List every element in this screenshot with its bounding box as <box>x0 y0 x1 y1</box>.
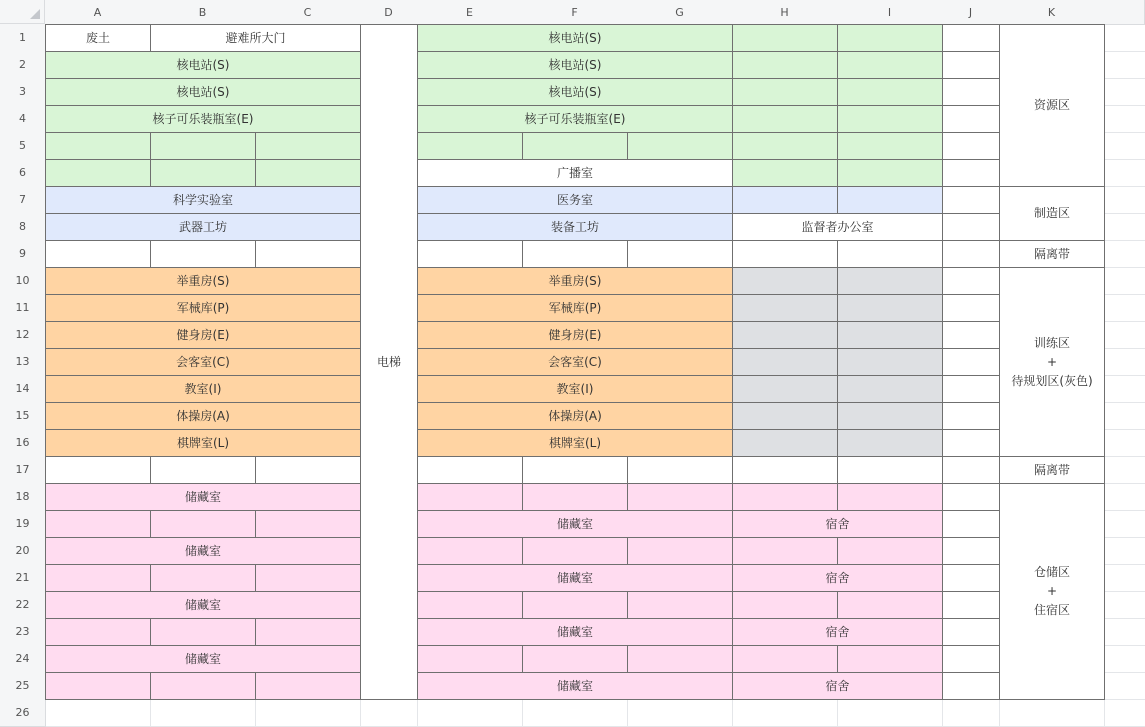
row-header[interactable]: 19 <box>0 510 46 538</box>
row-header[interactable]: 16 <box>0 429 46 457</box>
row-header[interactable]: 10 <box>0 267 46 295</box>
cell-a9[interactable] <box>45 240 151 268</box>
cell-e16-g16[interactable]: 棋牌室(L) <box>417 429 733 457</box>
cell-e2-g2[interactable]: 核电站(S) <box>417 51 733 79</box>
cell-j16[interactable] <box>942 429 1000 457</box>
cell-j6[interactable] <box>942 159 1000 187</box>
cell-c19[interactable] <box>255 510 361 538</box>
cell-j15[interactable] <box>942 402 1000 430</box>
cell-j14[interactable] <box>942 375 1000 403</box>
cell-c21[interactable] <box>255 564 361 592</box>
cell-j10[interactable] <box>942 267 1000 295</box>
cell-a1[interactable]: 废土 <box>45 24 151 52</box>
cell-a17[interactable] <box>45 456 151 484</box>
cell-j4[interactable] <box>942 105 1000 133</box>
cell-j17[interactable] <box>942 456 1000 484</box>
cell-h13[interactable] <box>732 348 838 376</box>
cell-i11[interactable] <box>837 294 943 322</box>
cell-a11-c11[interactable]: 军械库(P) <box>45 294 361 322</box>
cell-e3-g3[interactable]: 核电站(S) <box>417 78 733 106</box>
cell-f18[interactable] <box>522 483 628 511</box>
cell-b23[interactable] <box>150 618 256 646</box>
cell-h5[interactable] <box>732 132 838 160</box>
cell-h18[interactable] <box>732 483 838 511</box>
cell-i10[interactable] <box>837 267 943 295</box>
cell-f24[interactable] <box>522 645 628 673</box>
cell-a20-c20[interactable]: 储藏室 <box>45 537 361 565</box>
cell-d1-d25[interactable]: 电梯 <box>360 24 418 700</box>
column-header[interactable]: K <box>999 0 1105 25</box>
cell-k10-k16[interactable]: 训练区 + 待规划区(灰色) <box>999 267 1105 457</box>
cell-h19-i19[interactable]: 宿舍 <box>732 510 943 538</box>
row-header[interactable]: 8 <box>0 213 46 241</box>
cell-i17[interactable] <box>837 456 943 484</box>
column-header[interactable]: J <box>942 0 1000 25</box>
column-header[interactable]: B <box>150 0 256 25</box>
cell-f9[interactable] <box>522 240 628 268</box>
row-header[interactable]: 4 <box>0 105 46 133</box>
cell-a13-c13[interactable]: 会客室(C) <box>45 348 361 376</box>
cell-g5[interactable] <box>627 132 733 160</box>
row-header[interactable]: 15 <box>0 402 46 430</box>
row-header[interactable]: 13 <box>0 348 46 376</box>
cell-j25[interactable] <box>942 672 1000 700</box>
cell-e19-g19[interactable]: 储藏室 <box>417 510 733 538</box>
cell-a12-c12[interactable]: 健身房(E) <box>45 321 361 349</box>
cell-j18[interactable] <box>942 483 1000 511</box>
cell-h12[interactable] <box>732 321 838 349</box>
cell-a3-c3[interactable]: 核电站(S) <box>45 78 361 106</box>
cell-j3[interactable] <box>942 78 1000 106</box>
row-header[interactable]: 17 <box>0 456 46 484</box>
cell-h10[interactable] <box>732 267 838 295</box>
cell-k7-k8[interactable]: 制造区 <box>999 186 1105 241</box>
cell-k9[interactable]: 隔离带 <box>999 240 1105 268</box>
cell-e11-g11[interactable]: 军械库(P) <box>417 294 733 322</box>
cell-i4[interactable] <box>837 105 943 133</box>
cell-a7-c7[interactable]: 科学实验室 <box>45 186 361 214</box>
cell-b17[interactable] <box>150 456 256 484</box>
column-header[interactable]: F <box>522 0 628 25</box>
cell-e5[interactable] <box>417 132 523 160</box>
cell-c23[interactable] <box>255 618 361 646</box>
cell-e14-g14[interactable]: 教室(I) <box>417 375 733 403</box>
cell-a18-c18[interactable]: 储藏室 <box>45 483 361 511</box>
select-all-corner[interactable] <box>0 0 45 24</box>
column-header[interactable]: A <box>45 0 151 25</box>
cell-h2[interactable] <box>732 51 838 79</box>
cell-b1-c1[interactable]: 避难所大门 <box>150 24 361 52</box>
cell-e7-g7[interactable]: 医务室 <box>417 186 733 214</box>
cell-h23-i23[interactable]: 宿舍 <box>732 618 943 646</box>
cell-b25[interactable] <box>150 672 256 700</box>
cell-j22[interactable] <box>942 591 1000 619</box>
cell-b21[interactable] <box>150 564 256 592</box>
cell-j9[interactable] <box>942 240 1000 268</box>
cell-g18[interactable] <box>627 483 733 511</box>
cell-e8-g8[interactable]: 装备工坊 <box>417 213 733 241</box>
cell-e25-g25[interactable]: 储藏室 <box>417 672 733 700</box>
cell-e24[interactable] <box>417 645 523 673</box>
cell-i3[interactable] <box>837 78 943 106</box>
cell-a15-c15[interactable]: 体操房(A) <box>45 402 361 430</box>
cell-h9[interactable] <box>732 240 838 268</box>
cell-g24[interactable] <box>627 645 733 673</box>
cell-a6[interactable] <box>45 159 151 187</box>
row-header[interactable]: 5 <box>0 132 46 160</box>
cell-e9[interactable] <box>417 240 523 268</box>
cell-h17[interactable] <box>732 456 838 484</box>
row-header[interactable]: 20 <box>0 537 46 565</box>
cell-i13[interactable] <box>837 348 943 376</box>
cell-a4-c4[interactable]: 核子可乐装瓶室(E) <box>45 105 361 133</box>
cell-a21[interactable] <box>45 564 151 592</box>
row-header[interactable]: 26 <box>0 699 46 727</box>
row-header[interactable]: 2 <box>0 51 46 79</box>
cell-h6[interactable] <box>732 159 838 187</box>
cell-e17[interactable] <box>417 456 523 484</box>
row-header[interactable]: 6 <box>0 159 46 187</box>
cell-g17[interactable] <box>627 456 733 484</box>
cell-i15[interactable] <box>837 402 943 430</box>
cell-h22[interactable] <box>732 591 838 619</box>
row-header[interactable]: 22 <box>0 591 46 619</box>
row-header[interactable]: 12 <box>0 321 46 349</box>
cell-b6[interactable] <box>150 159 256 187</box>
row-header[interactable]: 9 <box>0 240 46 268</box>
cell-c9[interactable] <box>255 240 361 268</box>
cell-i1[interactable] <box>837 24 943 52</box>
row-header[interactable]: 11 <box>0 294 46 322</box>
cell-i7[interactable] <box>837 186 943 214</box>
cell-a19[interactable] <box>45 510 151 538</box>
column-header-blank <box>1104 0 1145 25</box>
cell-e4-g4[interactable]: 核子可乐装瓶室(E) <box>417 105 733 133</box>
cell-a25[interactable] <box>45 672 151 700</box>
cell-i24[interactable] <box>837 645 943 673</box>
cell-b9[interactable] <box>150 240 256 268</box>
cell-h24[interactable] <box>732 645 838 673</box>
cell-c17[interactable] <box>255 456 361 484</box>
cell-f5[interactable] <box>522 132 628 160</box>
cell-a22-c22[interactable]: 储藏室 <box>45 591 361 619</box>
cell-k18-k25[interactable]: 仓储区 + 住宿区 <box>999 483 1105 700</box>
cell-h15[interactable] <box>732 402 838 430</box>
cell-h16[interactable] <box>732 429 838 457</box>
cell-h7[interactable] <box>732 186 838 214</box>
cell-b5[interactable] <box>150 132 256 160</box>
cell-e18[interactable] <box>417 483 523 511</box>
cell-j11[interactable] <box>942 294 1000 322</box>
cell-i16[interactable] <box>837 429 943 457</box>
cell-i22[interactable] <box>837 591 943 619</box>
cell-h3[interactable] <box>732 78 838 106</box>
cell-j21[interactable] <box>942 564 1000 592</box>
row-header[interactable]: 18 <box>0 483 46 511</box>
cell-j5[interactable] <box>942 132 1000 160</box>
cell-g20[interactable] <box>627 537 733 565</box>
row-header[interactable]: 3 <box>0 78 46 106</box>
column-header[interactable]: C <box>255 0 361 25</box>
cell-i6[interactable] <box>837 159 943 187</box>
cell-a14-c14[interactable]: 教室(I) <box>45 375 361 403</box>
cell-j19[interactable] <box>942 510 1000 538</box>
column-header[interactable]: D <box>360 0 418 25</box>
cell-i20[interactable] <box>837 537 943 565</box>
cell-a24-c24[interactable]: 储藏室 <box>45 645 361 673</box>
cell-h14[interactable] <box>732 375 838 403</box>
row-header[interactable]: 24 <box>0 645 46 673</box>
cell-a23[interactable] <box>45 618 151 646</box>
cell-j24[interactable] <box>942 645 1000 673</box>
row-header[interactable]: 25 <box>0 672 46 700</box>
cell-f22[interactable] <box>522 591 628 619</box>
cell-e23-g23[interactable]: 储藏室 <box>417 618 733 646</box>
cell-e22[interactable] <box>417 591 523 619</box>
row-header[interactable]: 23 <box>0 618 46 646</box>
cell-i12[interactable] <box>837 321 943 349</box>
row-header[interactable]: 14 <box>0 375 46 403</box>
cell-i14[interactable] <box>837 375 943 403</box>
cell-f20[interactable] <box>522 537 628 565</box>
cell-j20[interactable] <box>942 537 1000 565</box>
cell-c25[interactable] <box>255 672 361 700</box>
cell-e20[interactable] <box>417 537 523 565</box>
column-header[interactable]: G <box>627 0 733 25</box>
cell-j8[interactable] <box>942 213 1000 241</box>
cell-e13-g13[interactable]: 会客室(C) <box>417 348 733 376</box>
cell-j7[interactable] <box>942 186 1000 214</box>
cell-j1[interactable] <box>942 24 1000 52</box>
row-header[interactable]: 21 <box>0 564 46 592</box>
select-all-icon <box>30 9 40 19</box>
cell-e21-g21[interactable]: 储藏室 <box>417 564 733 592</box>
cell-i9[interactable] <box>837 240 943 268</box>
cell-g9[interactable] <box>627 240 733 268</box>
cell-i2[interactable] <box>837 51 943 79</box>
cell-c6[interactable] <box>255 159 361 187</box>
cell-c5[interactable] <box>255 132 361 160</box>
cell-a10-c10[interactable]: 举重房(S) <box>45 267 361 295</box>
cell-h1[interactable] <box>732 24 838 52</box>
cell-a2-c2[interactable]: 核电站(S) <box>45 51 361 79</box>
cell-h8-i8[interactable]: 监督者办公室 <box>732 213 943 241</box>
cell-k1-k6[interactable]: 资源区 <box>999 24 1105 187</box>
column-header[interactable]: I <box>837 0 943 25</box>
cell-a8-c8[interactable]: 武器工坊 <box>45 213 361 241</box>
cell-j12[interactable] <box>942 321 1000 349</box>
cell-a16-c16[interactable]: 棋牌室(L) <box>45 429 361 457</box>
cell-e6-g6[interactable]: 广播室 <box>417 159 733 187</box>
cell-a5[interactable] <box>45 132 151 160</box>
column-header[interactable]: E <box>417 0 523 25</box>
row-header[interactable]: 7 <box>0 186 46 214</box>
cell-e12-g12[interactable]: 健身房(E) <box>417 321 733 349</box>
cell-h21-i21[interactable]: 宿舍 <box>732 564 943 592</box>
cell-e15-g15[interactable]: 体操房(A) <box>417 402 733 430</box>
cell-e1-g1[interactable]: 核电站(S) <box>417 24 733 52</box>
cell-k17[interactable]: 隔离带 <box>999 456 1105 484</box>
cell-g22[interactable] <box>627 591 733 619</box>
cell-f17[interactable] <box>522 456 628 484</box>
cell-h11[interactable] <box>732 294 838 322</box>
row-header[interactable]: 1 <box>0 24 46 52</box>
column-header[interactable]: H <box>732 0 838 25</box>
cell-i18[interactable] <box>837 483 943 511</box>
cell-j23[interactable] <box>942 618 1000 646</box>
cell-i5[interactable] <box>837 132 943 160</box>
cell-j2[interactable] <box>942 51 1000 79</box>
cell-h4[interactable] <box>732 105 838 133</box>
cell-h20[interactable] <box>732 537 838 565</box>
cell-j13[interactable] <box>942 348 1000 376</box>
cell-e10-g10[interactable]: 举重房(S) <box>417 267 733 295</box>
cell-b19[interactable] <box>150 510 256 538</box>
cell-h25-i25[interactable]: 宿舍 <box>732 672 943 700</box>
